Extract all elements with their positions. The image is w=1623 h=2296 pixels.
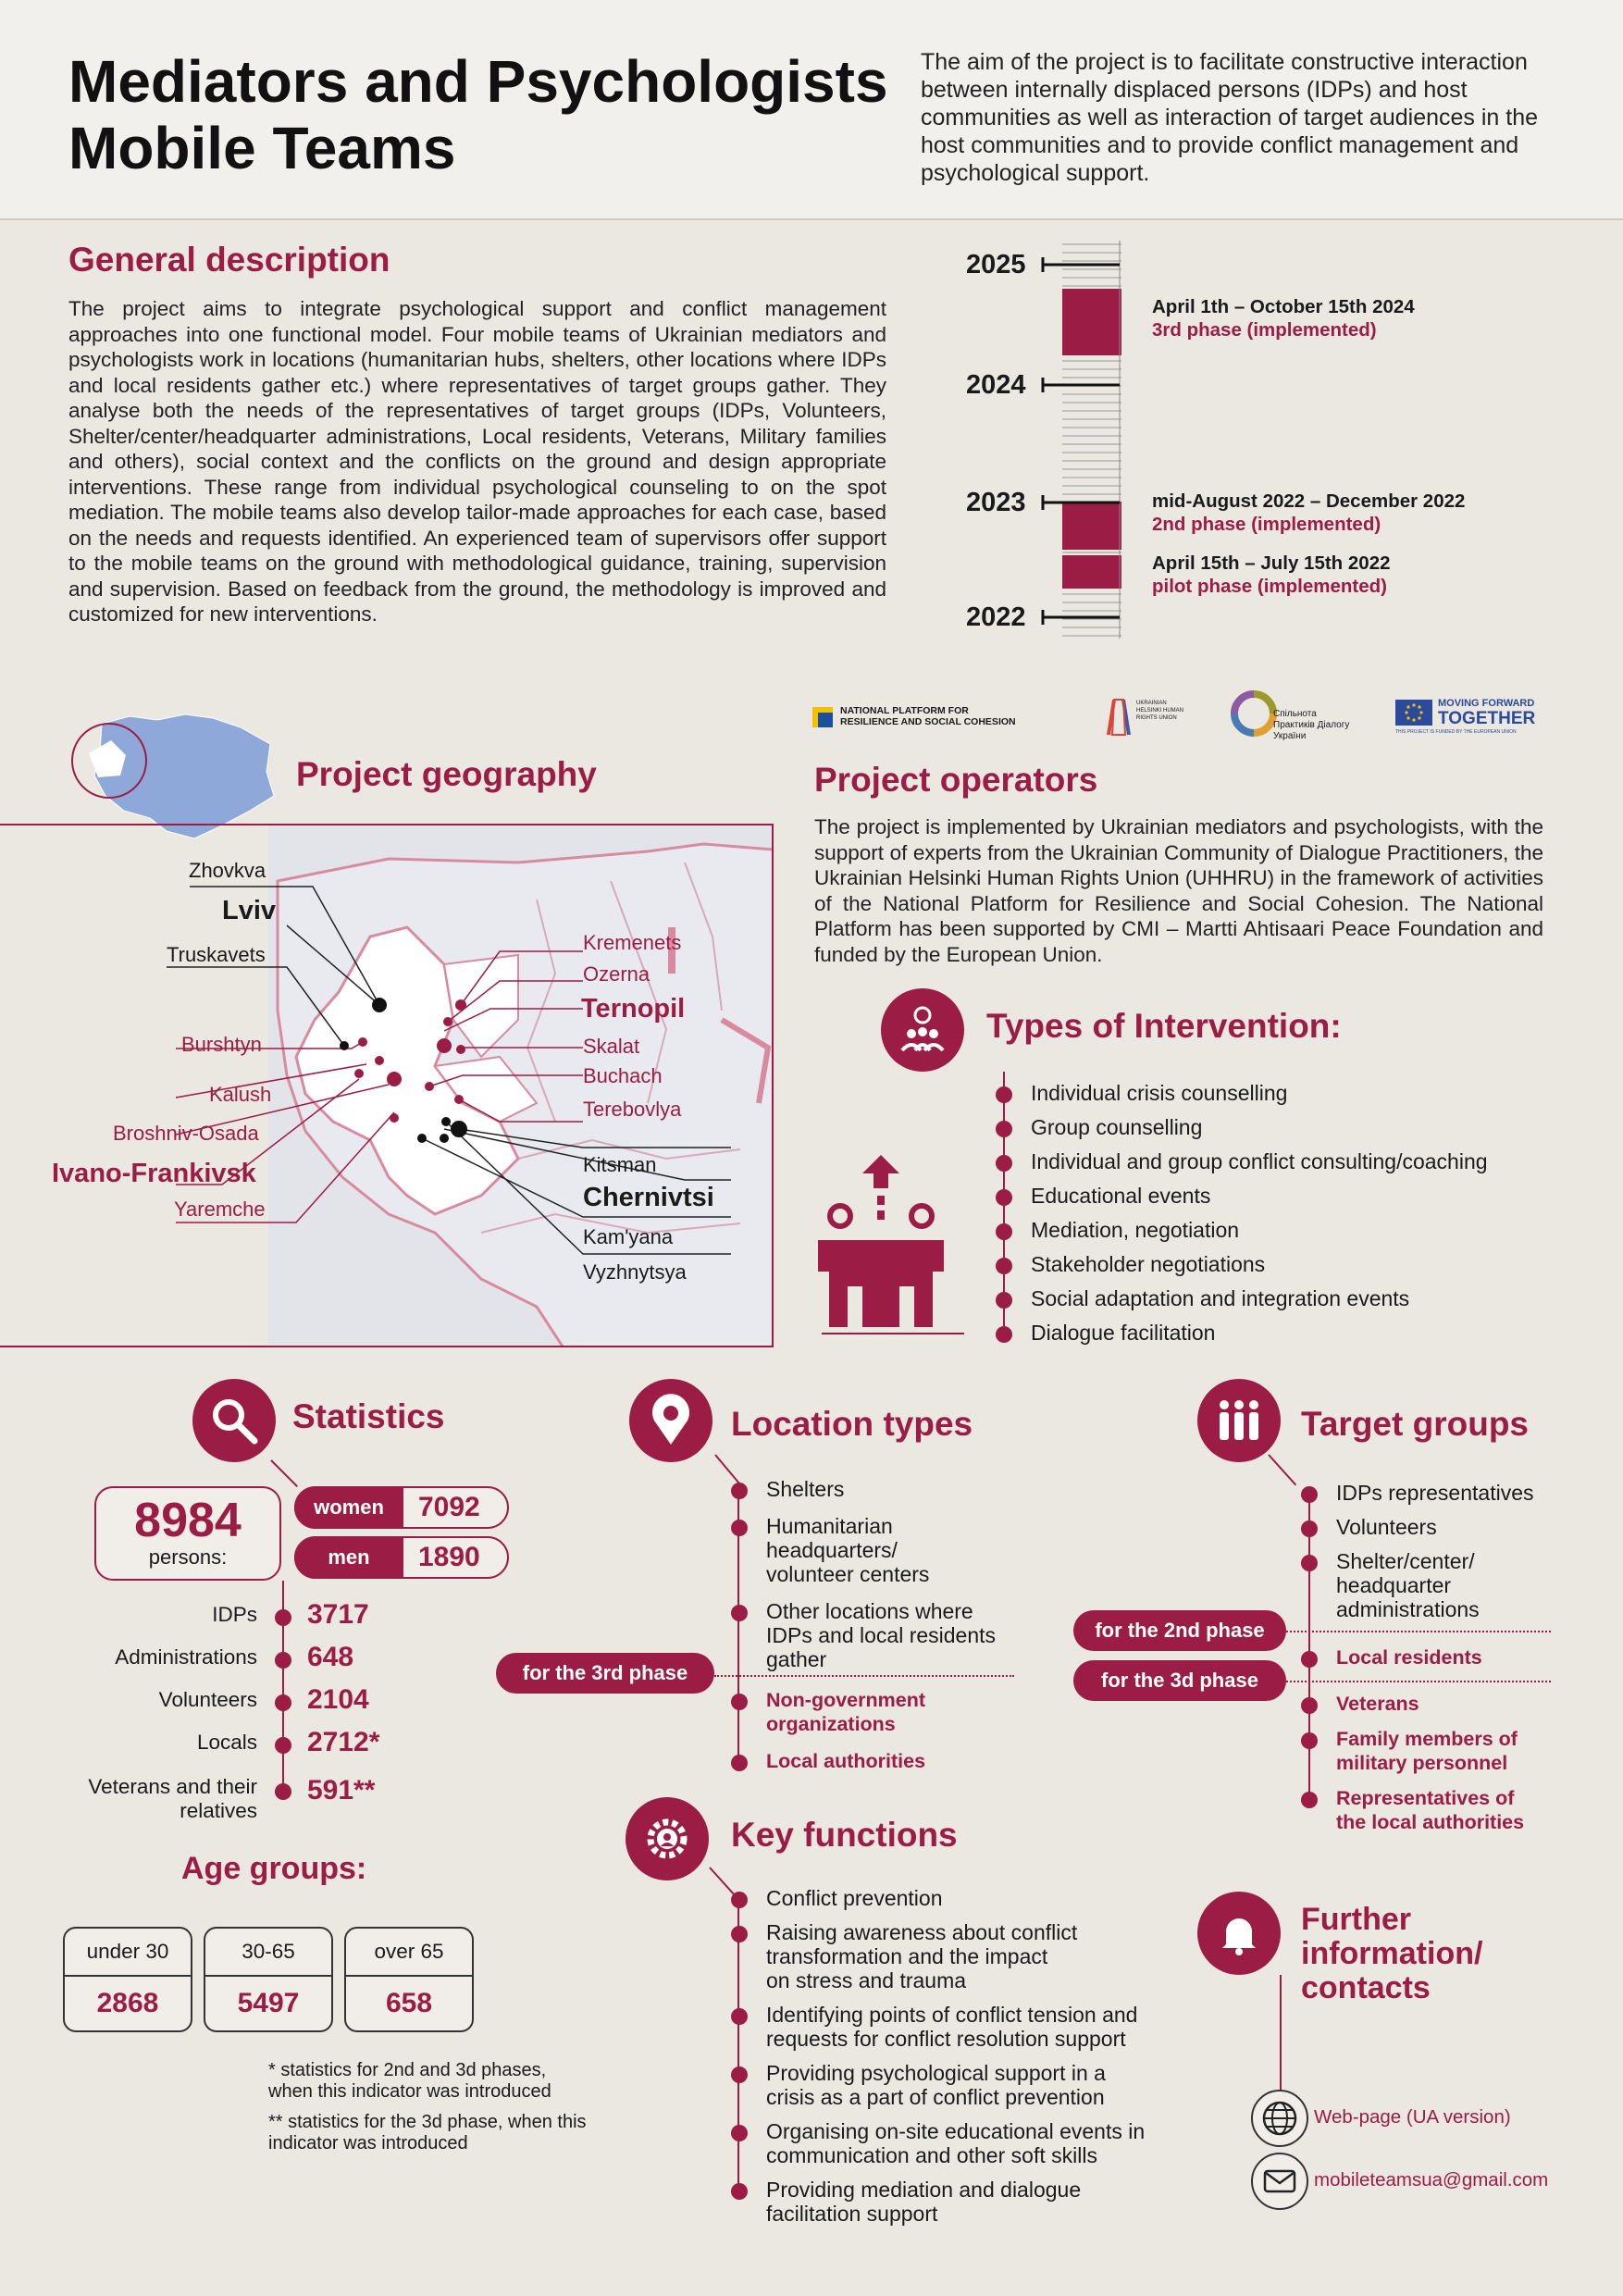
year-2025: 2025 — [966, 250, 1026, 279]
city-label: Kam'yana — [583, 1225, 674, 1248]
key-functions-heading: Key functions — [731, 1816, 958, 1854]
list-item: Veterans — [1299, 1692, 1577, 1716]
eu-flag-icon — [1395, 700, 1432, 726]
list-item: Shelters — [729, 1477, 1025, 1501]
footnote-1: * statistics for 2nd and 3d phases, when this indicator was introduced — [268, 2060, 551, 2102]
list-item: Shelter/center/ headquarter administrations — [1299, 1549, 1577, 1621]
city-label: Kremenets — [583, 931, 682, 954]
city-label: Yaremche — [174, 1198, 266, 1221]
project-operators-text: The project is implemented by Ukrainian mediators and psychologists, with the support of experts from the Ukrainian Community of Dialogue Practitioners, the Ukrainian Helsinki Human Rights Union (UHHRU) in the framework of activities of the National Platform for Resilience and Social Cohesion. The National Platform has been supported by CMI – Martti Ahtisaari Peace Foundation and funded by the European Union. — [814, 815, 1543, 966]
project-aim: The aim of the project is to facilitate constructive interaction between internally displaced persons (IDPs) and host communities as well as interaction of target audiences in the host communities and to provide conflict management and psychological support. — [921, 49, 1539, 186]
location-list — [729, 1477, 1025, 1671]
location-pin-icon — [629, 1379, 712, 1462]
women-stat: women 7092 — [294, 1486, 509, 1529]
dialogue-community-logo: Спільнота Практиків Діалогу України — [1231, 690, 1353, 740]
list-item: Conflict prevention — [729, 1886, 1229, 1910]
footnote-2: ** statistics for the 3d phase, when this indicator was introduced — [268, 2112, 587, 2153]
target-list-3d — [1299, 1692, 1577, 1834]
list-item: Individual crisis counselling — [994, 1081, 1488, 1105]
globe-icon[interactable] — [1251, 2090, 1308, 2147]
statistics-heading: Statistics — [292, 1397, 445, 1435]
functions-list — [729, 1886, 1229, 2226]
year-2022: 2022 — [966, 602, 1026, 632]
list-item: Providing psychological support in a crisis as a part of conflict prevention — [729, 2061, 1229, 2109]
phase-3-label: 3rd phase (implemented) — [1152, 319, 1377, 341]
list-item: Individual and group conflict consulting/coaching — [994, 1149, 1488, 1173]
city-label: Lviv — [222, 896, 277, 925]
list-item: Group counselling — [994, 1115, 1488, 1139]
email-link[interactable]: mobileteamsua@gmail.com — [1314, 2169, 1549, 2191]
stat-label: Administrations — [115, 1645, 257, 1669]
list-item: IDPs representatives — [1299, 1481, 1577, 1505]
city-label: Broshniv-Osada — [113, 1122, 259, 1145]
list-item: Stakeholder negotiations — [994, 1252, 1488, 1276]
list-item: Local authorities — [729, 1749, 1025, 1773]
age-groups-heading: Age groups: — [181, 1851, 367, 1886]
project-geography-heading: Project geography — [296, 755, 597, 793]
page-title: Mediators and Psychologists Mobile Teams — [68, 48, 888, 181]
list-item: Mediation, negotiation — [994, 1218, 1488, 1242]
list-item: Representatives of the local authorities — [1299, 1786, 1577, 1834]
city-label: Kalush — [209, 1083, 272, 1106]
year-ticks — [1040, 250, 1123, 639]
general-description-text: The project aims to integrate psychological support and conflict management approaches into one functional model. Four mobile teams of Ukrainian mediators and psychologists work in locations (humanitarian hubs, shelters, other locations where IDPs and local residents gather etc.) where representatives of target groups gather. They analyse both the needs of the representatives of target groups (IDPs, Volunteers, Shelter/center/headquarter administrations, Local residents, Veterans, Military families and others), social context and the conflicts on the ground and design appropriate interventions. These range from individual psychological counseling to on the spot mediation. The mobile teams also develop tailor-made approaches for each case, based on the needs and requests identified. An experienced team of supervisors offer support to the mobile teams on the ground with methodological guidance, training, supervision and supervision. Based on feedback from the ground, the methodology is improved and customized for new interventions. — [68, 297, 886, 626]
city-label: Ozerna — [583, 962, 650, 986]
types-of-intervention-heading: Types of Intervention: — [986, 1007, 1342, 1045]
target-list-2nd — [1299, 1645, 1577, 1669]
city-label: Ternopil — [581, 994, 686, 1024]
dialogue-people-icon — [798, 1151, 964, 1336]
phase-2-label: 2nd phase (implemented) — [1152, 514, 1381, 535]
city-label: Buchach — [583, 1064, 663, 1087]
mail-icon[interactable] — [1251, 2153, 1308, 2210]
people-group-icon — [1197, 1379, 1281, 1462]
list-item: Family members of military personnel — [1299, 1727, 1577, 1775]
location-types-heading: Location types — [731, 1405, 973, 1443]
pilot-phase-dates: April 15th – July 15th 2022 — [1152, 552, 1391, 574]
list-item: Providing mediation and dialogue facilitation support — [729, 2178, 1229, 2226]
list-item: Humanitarian headquarters/ volunteer centers — [729, 1514, 1025, 1586]
national-platform-logo: NATIONAL PLATFORM FOR RESILIENCE AND SOCIAL COHESION — [812, 703, 1062, 731]
list-item: Social adaptation and integration events — [994, 1286, 1488, 1310]
intervention-list — [994, 1081, 1488, 1345]
city-label: Skalat — [583, 1035, 640, 1058]
stat-value: 591** — [307, 1775, 376, 1806]
eu-together-logo: MOVING FORWARD TOGETHER THIS PROJECT IS FUNDED BY THE EUROPEAN UNION — [1395, 698, 1536, 735]
stat-value: 2712* — [307, 1727, 380, 1757]
list-item: Raising awareness about conflict transformation and the impact on stress and trauma — [729, 1920, 1229, 1992]
target-groups-heading: Target groups — [1301, 1405, 1529, 1443]
list-item: Other locations where IDPs and local residents gather — [729, 1599, 1025, 1671]
total-persons-box: 8984 persons: — [94, 1486, 281, 1581]
list-item: Volunteers — [1299, 1515, 1577, 1539]
total-persons: 8984 — [134, 1494, 242, 1547]
city-label: Kitsman — [583, 1153, 657, 1176]
age-box-30-65: 30-65 5497 — [204, 1927, 333, 2032]
team-icon — [881, 988, 964, 1072]
stat-value: 3717 — [307, 1599, 369, 1630]
list-item: Dialogue facilitation — [994, 1321, 1488, 1345]
further-info-heading: Further information/ contacts — [1301, 1902, 1483, 2005]
list-item: Educational events — [994, 1184, 1488, 1208]
contacts-connector — [1280, 1975, 1282, 2090]
web-page-link[interactable]: Web-page (UA version) — [1314, 2106, 1511, 2128]
list-item: Local residents — [1299, 1645, 1577, 1669]
stat-value: 648 — [307, 1642, 354, 1672]
city-label: Zhovkva — [189, 859, 266, 882]
phase-2-dates: mid-August 2022 – December 2022 — [1152, 490, 1466, 512]
city-label: Truskavets — [167, 943, 266, 966]
list-item: Non-government organizations — [729, 1688, 1025, 1736]
location-list-3rd — [729, 1688, 1025, 1773]
city-label: Chernivtsi — [583, 1183, 714, 1212]
uhhru-logo: UKRAINIAN HELSINKI HUMAN RIGHTS UNION — [1103, 696, 1186, 737]
city-label: Vyzhnytsya — [583, 1260, 687, 1284]
age-box-over-65: over 65 658 — [344, 1927, 474, 2032]
city-label: Burshtyn — [181, 1033, 262, 1056]
bell-icon — [1197, 1892, 1281, 1975]
pill-3rd-phase: for the 3rd phase — [496, 1653, 714, 1694]
pill-3d-phase: for the 3d phase — [1073, 1660, 1286, 1701]
year-2024: 2024 — [966, 370, 1026, 400]
gear-icon — [626, 1797, 709, 1880]
project-operators-heading: Project operators — [814, 761, 1098, 799]
year-2023: 2023 — [966, 488, 1026, 517]
age-box-under-30: under 30 2868 — [63, 1927, 192, 2032]
magnifier-icon — [192, 1379, 276, 1462]
list-item: Identifying points of conflict tension and requests for conflict resolution support — [729, 2003, 1229, 2051]
city-label: Ivano-Frankivsk — [52, 1159, 256, 1188]
stat-label: Veterans and their relatives — [88, 1775, 257, 1822]
men-stat: men 1890 — [294, 1536, 509, 1579]
phase-3-dates: April 1th – October 15th 2024 — [1152, 296, 1415, 317]
stat-label: Locals — [196, 1731, 257, 1754]
stat-value: 2104 — [307, 1684, 369, 1715]
stat-label: IDPs — [212, 1603, 257, 1626]
target-list — [1299, 1481, 1577, 1621]
stat-label: Volunteers — [158, 1688, 257, 1711]
city-label: Terebovlya — [583, 1098, 682, 1121]
list-item: Organising on-site educational events in communication and other soft skills — [729, 2119, 1229, 2167]
pill-2nd-phase: for the 2nd phase — [1073, 1610, 1286, 1651]
pilot-phase-label: pilot phase (implemented) — [1152, 576, 1387, 597]
general-description-heading: General description — [68, 241, 390, 279]
